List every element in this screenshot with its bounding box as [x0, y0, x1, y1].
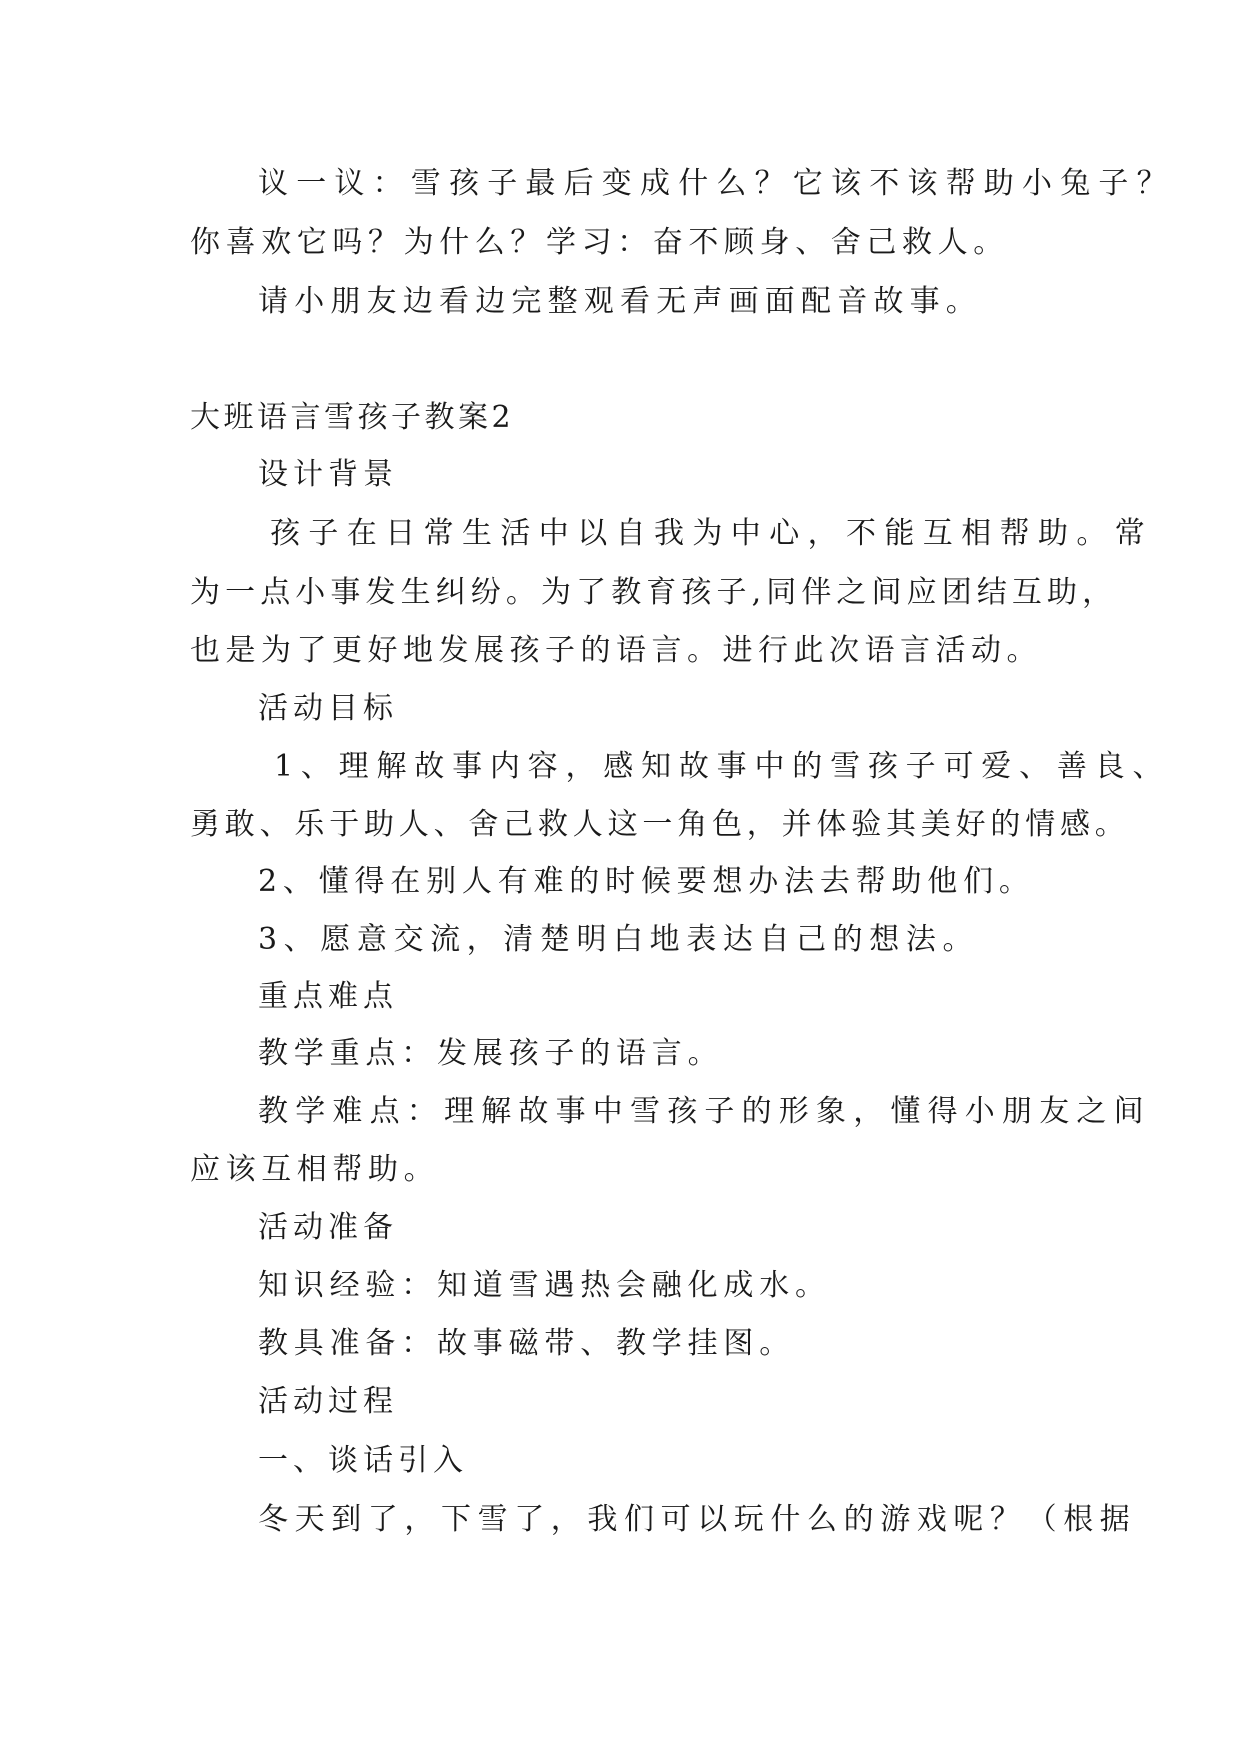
paragraph-line: 议一议：雪孩子最后变成什么？它该不该帮助小兔子？ — [258, 166, 1175, 201]
paragraph-line: 请小朋友边看边完整观看无声画面配音故事。 — [258, 284, 982, 319]
paragraph-line: 教学重点：发展孩子的语言。 — [258, 1036, 724, 1071]
paragraph-line: 你喜欢它吗？为什么？学习：奋不顾身、舍己救人。 — [190, 225, 1009, 260]
subheading: 一、谈话引入 — [258, 1443, 468, 1478]
paragraph-line: 也是为了更好地发展孩子的语言。进行此次语言活动。 — [190, 633, 1042, 668]
paragraph-line: 勇敢、乐于助人、舍己救人这一角色，并体验其美好的情感。 — [190, 807, 1130, 842]
heading-activity-process: 活动过程 — [258, 1384, 398, 1419]
paragraph-line: 知识经验：知道雪遇热会融化成水。 — [258, 1268, 831, 1303]
heading-activity-goals: 活动目标 — [258, 691, 398, 726]
section-title: 大班语言雪孩子教案2 — [190, 400, 515, 435]
paragraph-line: 冬天到了，下雪了，我们可以玩什么的游戏呢？（根据 — [258, 1502, 1137, 1537]
heading-design-background: 设计背景 — [258, 457, 398, 492]
paragraph-line: 为一点小事发生纠纷。为了教育孩子,同伴之间应团结互助， — [190, 575, 1118, 610]
paragraph-line: 教具准备：故事磁带、教学挂图。 — [258, 1326, 795, 1361]
paragraph-line: 教学难点：理解故事中雪孩子的形象，懂得小朋友之间 — [258, 1094, 1151, 1129]
list-item: 3、愿意交流，清楚明白地表达自己的想法。 — [258, 922, 980, 957]
paragraph-line: 孩子在日常生活中以自我为中心，不能互相帮助。常 — [270, 516, 1154, 551]
heading-key-points: 重点难点 — [258, 979, 398, 1014]
list-item: 1、理解故事内容，感知故事中的雪孩子可爱、善良、 — [274, 749, 1171, 784]
heading-activity-preparation: 活动准备 — [258, 1210, 398, 1245]
paragraph-line: 应该互相帮助。 — [190, 1152, 440, 1187]
list-item: 2、懂得在别人有难的时候要想办法去帮助他们。 — [258, 864, 1035, 899]
